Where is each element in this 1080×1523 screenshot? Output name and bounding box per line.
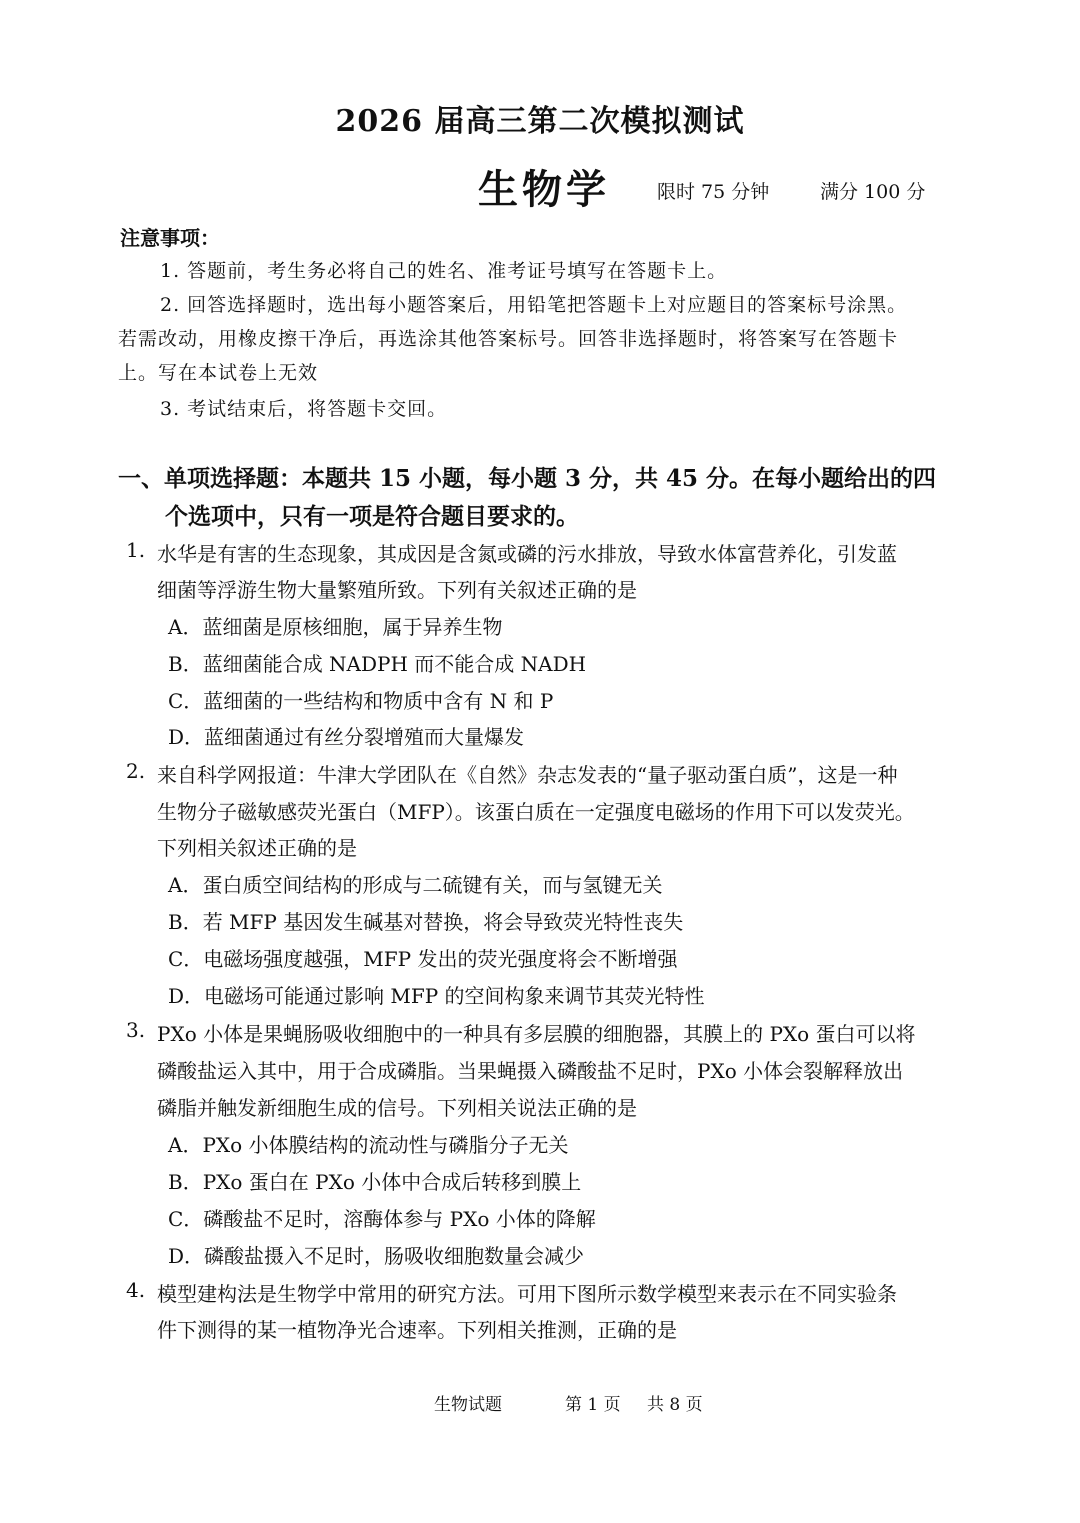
option-a: A．PXo 小体膜结构的流动性与磷脂分子无关 [168,1133,569,1157]
option-d: D．电磁场可能通过影响 MFP 的空间构象来调节其荧光特性 [168,984,705,1008]
question-number: 2. [126,759,146,783]
question-text: PXo 小体是果蝇肠吸收细胞中的一种具有多层膜的细胞器，其膜上的 PXo 蛋白可以将 [157,1022,916,1046]
option-b: B．PXo 蛋白在 PXo 小体中合成后转移到膜上 [168,1170,582,1194]
section-heading: 一、单项选择题：本题共 15 小题，每小题 3 分，共 45 分。在每小题给出的四 [118,465,937,492]
question-text: 磷脂并触发新细胞生成的信号。下列相关说法正确的是 [157,1096,637,1120]
option-a: A．蓝细菌是原核细胞，属于异养生物 [168,615,503,639]
option-c: C．蓝细菌的一些结构和物质中含有 N 和 P [168,689,554,713]
option-a: A．蛋白质空间结构的形成与二硫键有关，而与氢键无关 [168,873,663,897]
option-d: D．蓝细菌通过有丝分裂增殖而大量爆发 [168,725,525,749]
question-text: 细菌等浮游生物大量繁殖所致。下列有关叙述正确的是 [157,578,637,602]
question-text: 模型建构法是生物学中常用的研究方法。可用下图所示数学模型来表示在不同实验条 [157,1282,897,1306]
question-text: 来自科学网报道：牛津大学团队在《自然》杂志发表的“量子驱动蛋白质”，这是一种 [157,763,898,787]
subject-title: 生物学 [478,166,610,213]
question-number: 3. [126,1018,146,1042]
question-number: 1. [126,538,146,562]
question-text: 磷酸盐运入其中，用于合成磷脂。当果蝇摄入磷酸盐不足时，PXo 小体会裂解释放出 [157,1059,904,1083]
question-text: 下列相关叙述正确的是 [157,836,357,860]
question-text: 生物分子磁敏感荧光蛋白（MFP）。该蛋白质在一定强度电磁场的作用下可以发荧光。 [157,800,915,824]
notes-heading: 注意事项： [120,226,220,250]
question-number: 4. [126,1278,146,1302]
option-b: B．若 MFP 基因发生碱基对替换，将会导致荧光特性丧失 [168,910,684,934]
note-line: 若需改动，用橡皮擦干净后，再选涂其他答案标号。回答非选择题时，将答案写在答题卡 [118,328,899,350]
note-line: 上。写在本试卷上无效 [118,362,319,384]
question-text: 件下测得的某一植物净光合速率。下列相关推测，正确的是 [157,1318,677,1342]
section-heading-cont: 个选项中，只有一项是符合题目要求的。 [165,503,579,530]
option-d: D．磷酸盐摄入不足时，肠吸收细胞数量会减少 [168,1244,585,1268]
full-score: 满分 100 分 [820,181,926,203]
footer-page: 第 1 页 [565,1395,621,1415]
option-c: C．磷酸盐不足时，溶酶体参与 PXo 小体的降解 [168,1207,596,1231]
option-b: B．蓝细菌能合成 NADPH 而不能合成 NADH [168,652,587,676]
time-limit: 限时 75 分钟 [657,181,770,203]
footer-subject: 生物试题 [434,1395,502,1415]
footer-total: 共 8 页 [647,1395,703,1415]
note-line: 2. 回答选择题时，选出每小题答案后，用铅笔把答题卡上对应题目的答案标号涂黑。 [160,294,908,316]
question-text: 水华是有害的生态现象，其成因是含氮或磷的污水排放，导致水体富营养化，引发蓝 [157,542,897,566]
note-line: 1. 答题前，考生务必将自己的姓名、准考证号填写在答题卡上。 [160,260,728,282]
exam-title: 2026 届高三第二次模拟测试 [335,104,745,139]
option-c: C．电磁场强度越强，MFP 发出的荧光强度将会不断增强 [168,947,678,971]
note-line: 3. 考试结束后，将答题卡交回。 [160,398,448,420]
